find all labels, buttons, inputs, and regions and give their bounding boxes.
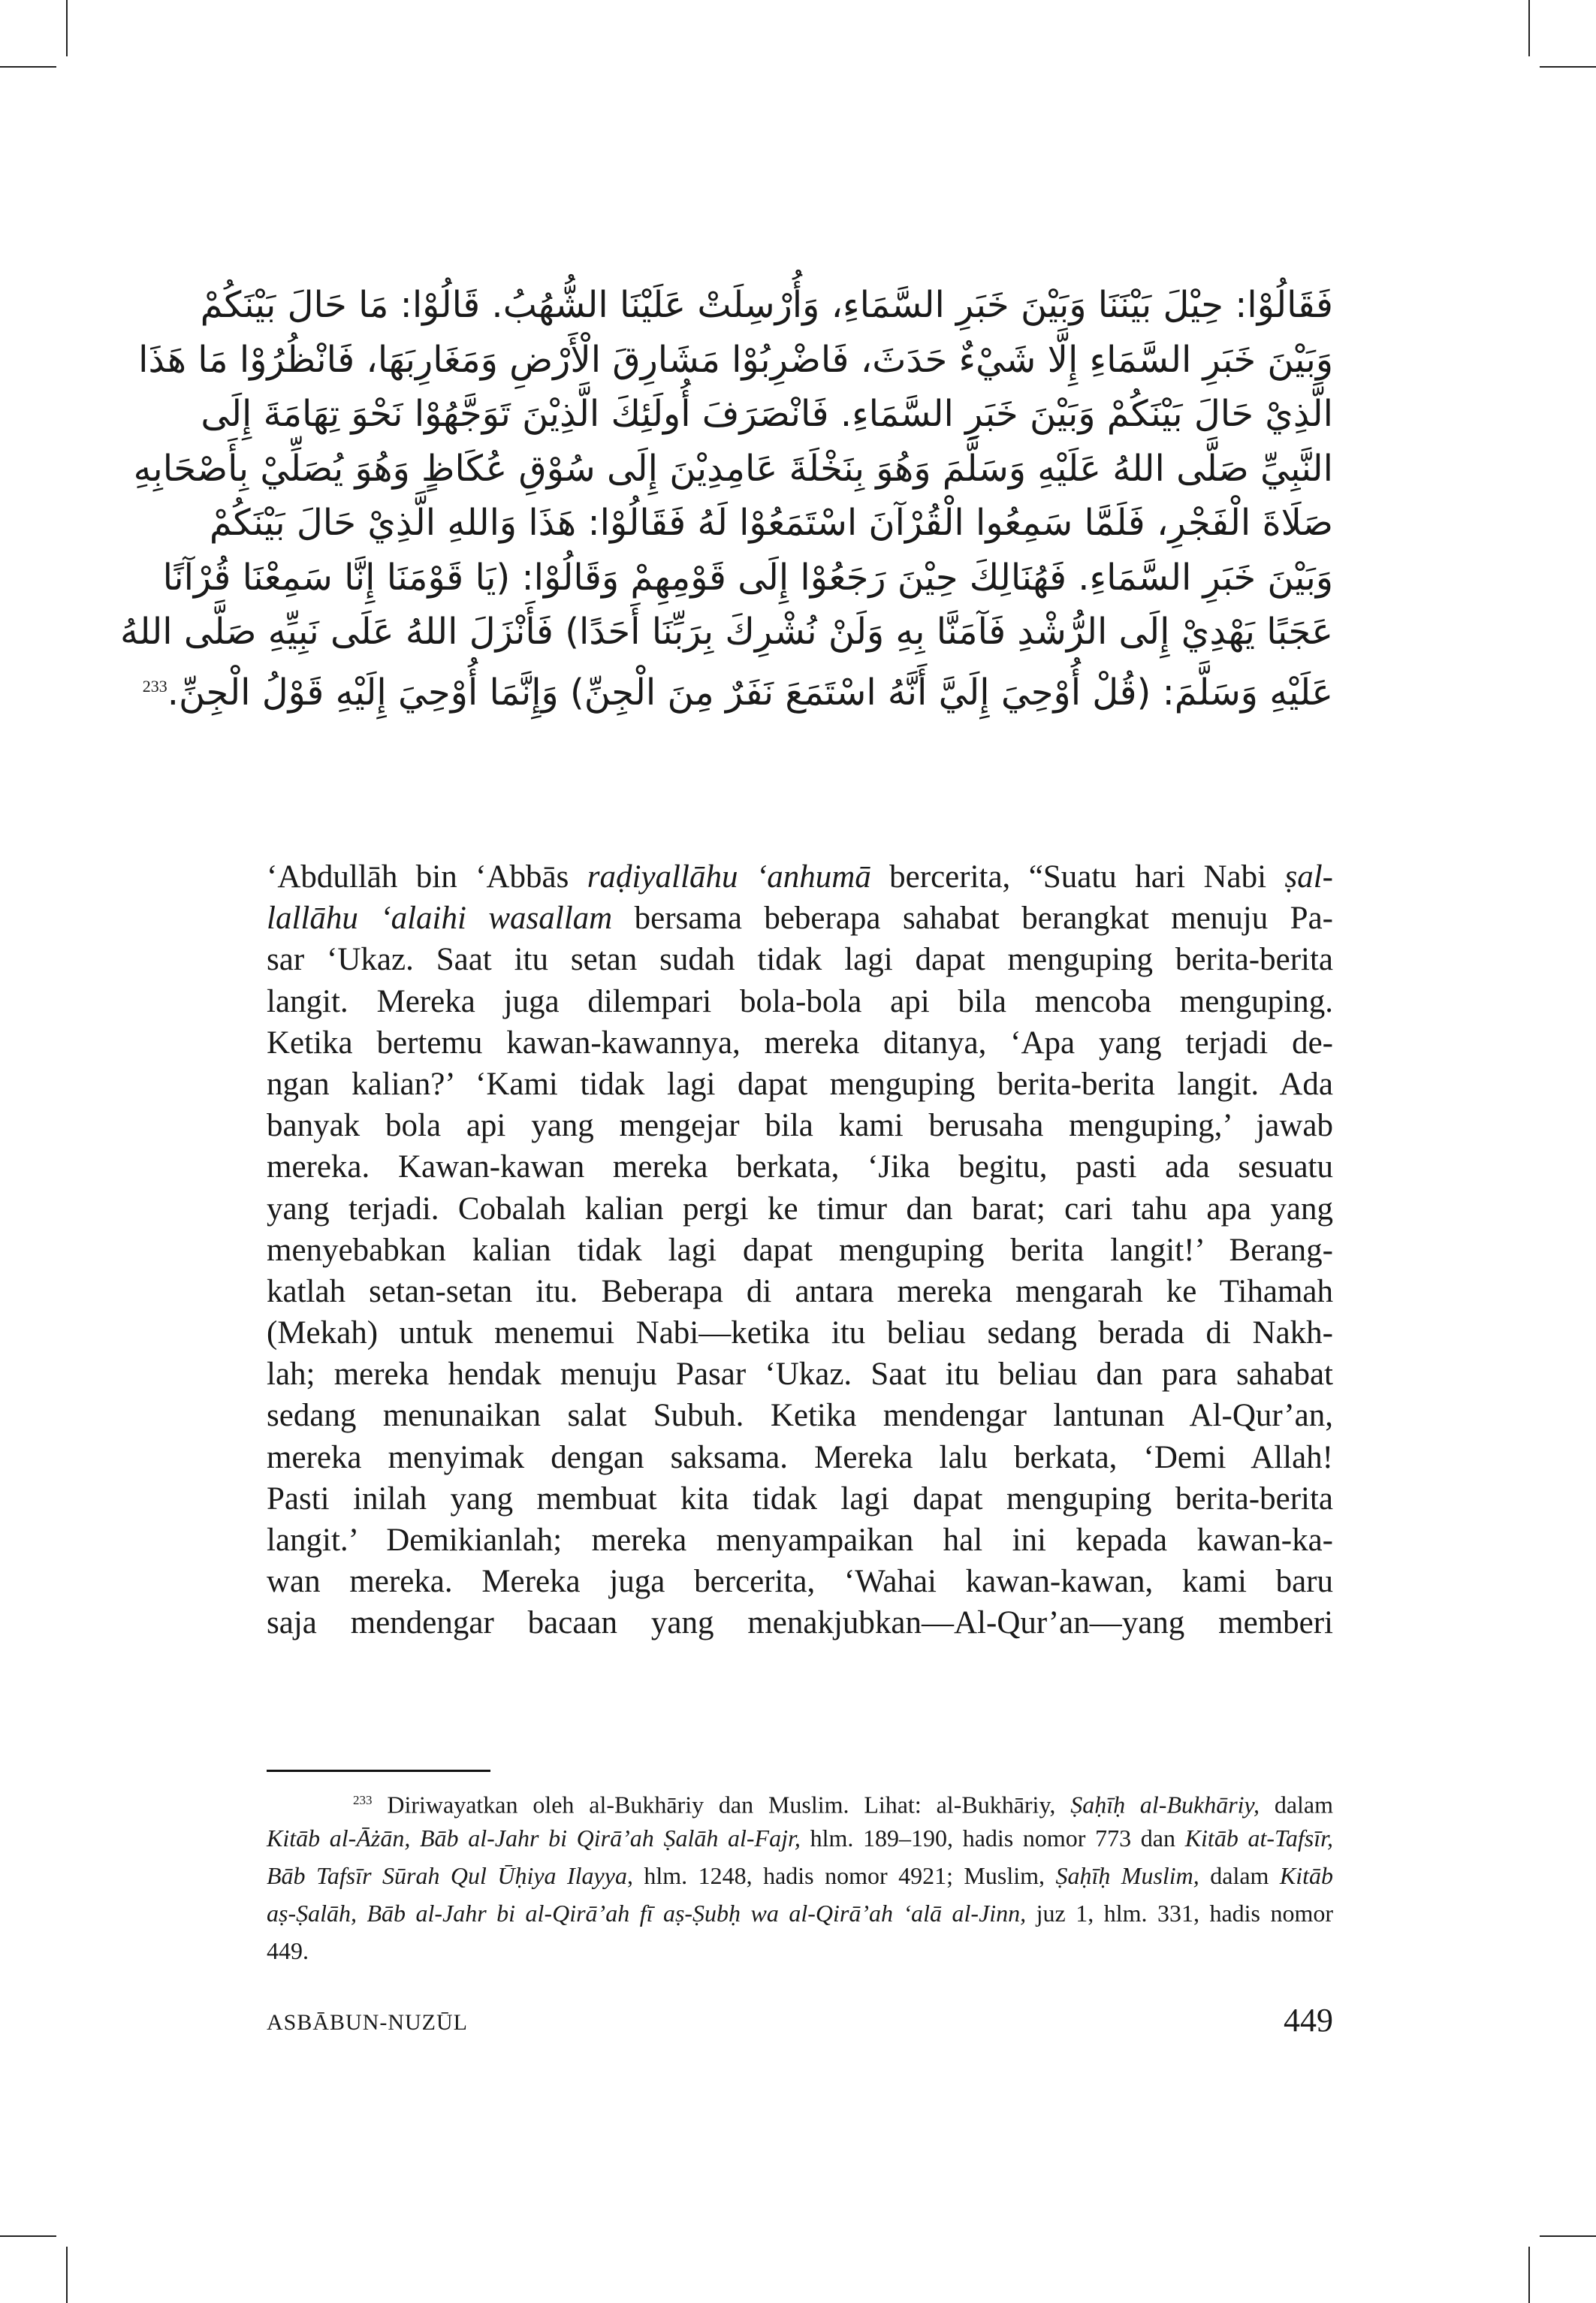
translation-text: bersama beberapa sahabat berangkat menuju Pa- bbox=[612, 901, 1333, 937]
translation-line: Pasti inilah yang membuat kita tidak lagi dapat menguping berita-berita bbox=[267, 1480, 1333, 1517]
translation-line: sedang menunaikan salat Subuh. Ketika mendengar lantunan Al-Qur’an, bbox=[267, 1398, 1333, 1434]
arabic-hadith-text bbox=[119, 278, 1333, 714]
footnote-text: , hlm. 1248, hadis nomor 4921; Muslim, bbox=[626, 1862, 1056, 1889]
running-head: ASBĀBUN-NUZŪL bbox=[267, 2010, 468, 2035]
translation-line: yang terjadi. Cobalah kalian pergi ke timur dan barat; cari tahu apa yang bbox=[267, 1191, 1333, 1227]
translation-line: mereka menyimak dengan saksama. Mereka lalu berkata, ‘Demi Allah! bbox=[267, 1439, 1333, 1475]
arabic-line-last bbox=[142, 660, 1333, 714]
translation-line: Ketika bertemu kawan-kawannya, mereka ditanya, ‘Apa yang terjadi de- bbox=[267, 1025, 1333, 1061]
translation-line: langit.’ Demikianlah; mereka menyampaikan hal ini kepada kawan-ka- bbox=[267, 1523, 1333, 1558]
translation-line: wan mereka. Mereka juga bercerita, ‘Wahai kawan-kawan, kami baru bbox=[267, 1564, 1333, 1600]
footnote-reference[interactable]: 233 bbox=[142, 676, 167, 696]
crop-mark-bottom-left-h bbox=[0, 2235, 56, 2237]
translation-text: ‘Abdullāh bin ‘Abbās bbox=[267, 859, 587, 895]
footnote-italic: Ṣaḥīḥ Muslim, bbox=[1055, 1862, 1199, 1889]
translation-line: mereka. Kawan-kawan mereka berkata, ‘Jika begitu, pasti ada sesuatu bbox=[267, 1149, 1333, 1185]
translation-line bbox=[267, 856, 1333, 898]
footnote-divider bbox=[267, 1770, 490, 1772]
footnote-line bbox=[267, 1857, 1333, 1894]
crop-mark-top-left-h bbox=[0, 66, 56, 68]
footnote-text: dalam bbox=[1259, 1791, 1333, 1819]
arabic-line: وَبَيْنَ خَبَرِ السَّمَاءِ إِلَّا شَيْءٌ حَدَثَ، فَاضْرِبُوْا مَشَارِقَ الْأَرْضِ وَمَغَارِبَهَا، فَانْظُرُوْا مَا هَذَا bbox=[138, 338, 1333, 381]
translation-line: (Mekah) untuk menemui Nabi—ketika itu beliau sedang berada di Nakh- bbox=[267, 1315, 1333, 1351]
translation-line: menyebabkan kalian tidak lagi dapat menguping berita langit!’ Berang- bbox=[267, 1232, 1333, 1268]
arabic-line-text: عَلَيْهِ وَسَلَّمَ: (قُلْ أُوْحِيَ إِلَيَّ أَنَّهُ اسْتَمَعَ نَفَرٌ مِنَ الْجِنِّ) وَإِنَّمَا أُوْحِيَ إِلَيْهِ قَوْلُ الْجِنِّ. bbox=[167, 671, 1333, 714]
footnote-italic: Kitāb al-Āżān, Bāb al-Jahr bi Qirā’ah Ṣalāh al-Fajr, bbox=[267, 1825, 801, 1852]
footnote-italic: Bāb Tafsīr Sūrah Qul Ūḥiya Ilayya bbox=[267, 1862, 627, 1889]
footnote-text: juz 1, hlm. 331, hadis nomor bbox=[1026, 1900, 1334, 1927]
translation-italic: lallāhu ‘alaihi wasallam bbox=[267, 901, 613, 937]
translation-italic: ṣal- bbox=[1284, 859, 1333, 895]
translation-line: ngan kalian?’ ‘Kami tidak lagi dapat menguping berita-berita langit. Ada bbox=[267, 1066, 1333, 1102]
crop-mark-top-left-v bbox=[66, 0, 68, 56]
arabic-line: النَّبِيِّ صَلَّى اللهُ عَلَيْهِ وَسَلَّمَ وَهُوَ بِنَخْلَةَ عَامِدِيْنَ إِلَى سُوْقِ عُكَاظٍ وَهُوَ يُصَلِّيْ بِأَصْحَابِهِ bbox=[133, 447, 1333, 490]
crop-mark-bottom-left-v bbox=[66, 2247, 68, 2303]
footnote-italic: aṣ-Ṣalāh, Bāb al-Jahr bi al-Qirā’ah fī aṣ-Ṣubḥ wa al-Qirā’ah ‘alā al-Jinn, bbox=[267, 1900, 1027, 1927]
crop-mark-bottom-right-h bbox=[1540, 2235, 1596, 2237]
translation-line: langit. Mereka juga dilempari bola-bola api bila mencoba menguping. bbox=[267, 983, 1333, 1019]
translation-line bbox=[267, 898, 1333, 939]
translation-line: lah; mereka hendak menuju Pasar ‘Ukaz. Saat itu beliau dan para sahabat bbox=[267, 1357, 1333, 1393]
translation-italic: raḍiyallāhu ‘anhumā bbox=[587, 859, 871, 895]
translation-paragraph bbox=[267, 856, 1333, 1644]
footnote bbox=[267, 1782, 1333, 1969]
footnote-line bbox=[267, 1819, 1333, 1857]
arabic-line: عَجَبًا يَهْدِيْ إِلَى الرُّشْدِ فَآمَنَّا بِهِ وَلَنْ نُشْرِكَ بِرَبِّنَا أَحَدًا) فَأَنْزَلَ اللهُ عَلَى نَبِيِّهِ صَلَّى اللهُ bbox=[119, 611, 1333, 653]
footnote-italic: Kitāb bbox=[1279, 1862, 1334, 1889]
crop-mark-top-right-h bbox=[1540, 66, 1596, 68]
footnote-line bbox=[267, 1894, 1333, 1932]
translation-text: bercerita, “Suatu hari Nabi bbox=[870, 859, 1285, 895]
crop-mark-top-right-v bbox=[1528, 0, 1530, 56]
footnote-line: 449. bbox=[267, 1937, 309, 1964]
footnote-line bbox=[267, 1782, 1333, 1819]
footnote-number: 233 bbox=[353, 1793, 373, 1807]
arabic-line: صَلَاةَ الْفَجْرِ، فَلَمَّا سَمِعُوا الْقُرْآنَ اسْتَمَعُوْا لَهُ فَقَالُوْا: هَذَا وَاللهِ الَّذِيْ حَالَ بَيْنَكُمْ bbox=[209, 502, 1333, 544]
translation-line: saja mendengar bacaan yang menakjubkan—Al-Qur’an—yang memberi bbox=[267, 1605, 1333, 1641]
crop-mark-bottom-right-v bbox=[1528, 2247, 1530, 2303]
footnote-italic: Kitāb at-Tafsīr, bbox=[1184, 1825, 1334, 1852]
translation-line: katlah setan-setan itu. Beberapa di antara mereka mengarah ke Tihamah bbox=[267, 1273, 1333, 1309]
footnote-text: dalam bbox=[1199, 1862, 1280, 1889]
footnote-text: hlm. 189–190, hadis nomor 773 dan bbox=[800, 1825, 1185, 1852]
arabic-line: الَّذِيْ حَالَ بَيْنَكُمْ وَبَيْنَ خَبَرِ السَّمَاءِ. فَانْصَرَفَ أُولَئِكَ الَّذِيْنَ تَوَجَّهُوْا نَحْوَ تِهَامَةَ إِلَى bbox=[201, 393, 1333, 435]
footnote-text: Diriwayatkan oleh al-Bukhāriy dan Muslim. Lihat: al-Bukhāriy, bbox=[372, 1791, 1071, 1819]
arabic-line: وَبَيْنَ خَبَرِ السَّمَاءِ. فَهُنَالِكَ حِيْنَ رَجَعُوْا إِلَى قَوْمِهِمْ وَقَالُوْا: (يَا قَوْمَنَا إِنَّا سَمِعْنَا قُرْآنًا bbox=[162, 556, 1333, 599]
footnote-italic: Ṣaḥīḥ al-Bukhāriy, bbox=[1070, 1791, 1260, 1819]
page-number: 449 bbox=[1284, 2002, 1333, 2039]
translation-line: sar ‘Ukaz. Saat itu setan sudah tidak lagi dapat menguping berita-berita bbox=[267, 942, 1333, 978]
translation-line: banyak bola api yang mengejar bila kami berusaha menguping,’ jawab bbox=[267, 1108, 1333, 1144]
arabic-line: فَقَالُوْا: حِيْلَ بَيْنَنَا وَبَيْنَ خَبَرِ السَّمَاءِ، وَأُرْسِلَتْ عَلَيْنَا الشُّهُبُ. قَالُوْا: مَا حَالَ بَيْنَكُمْ bbox=[200, 284, 1333, 326]
